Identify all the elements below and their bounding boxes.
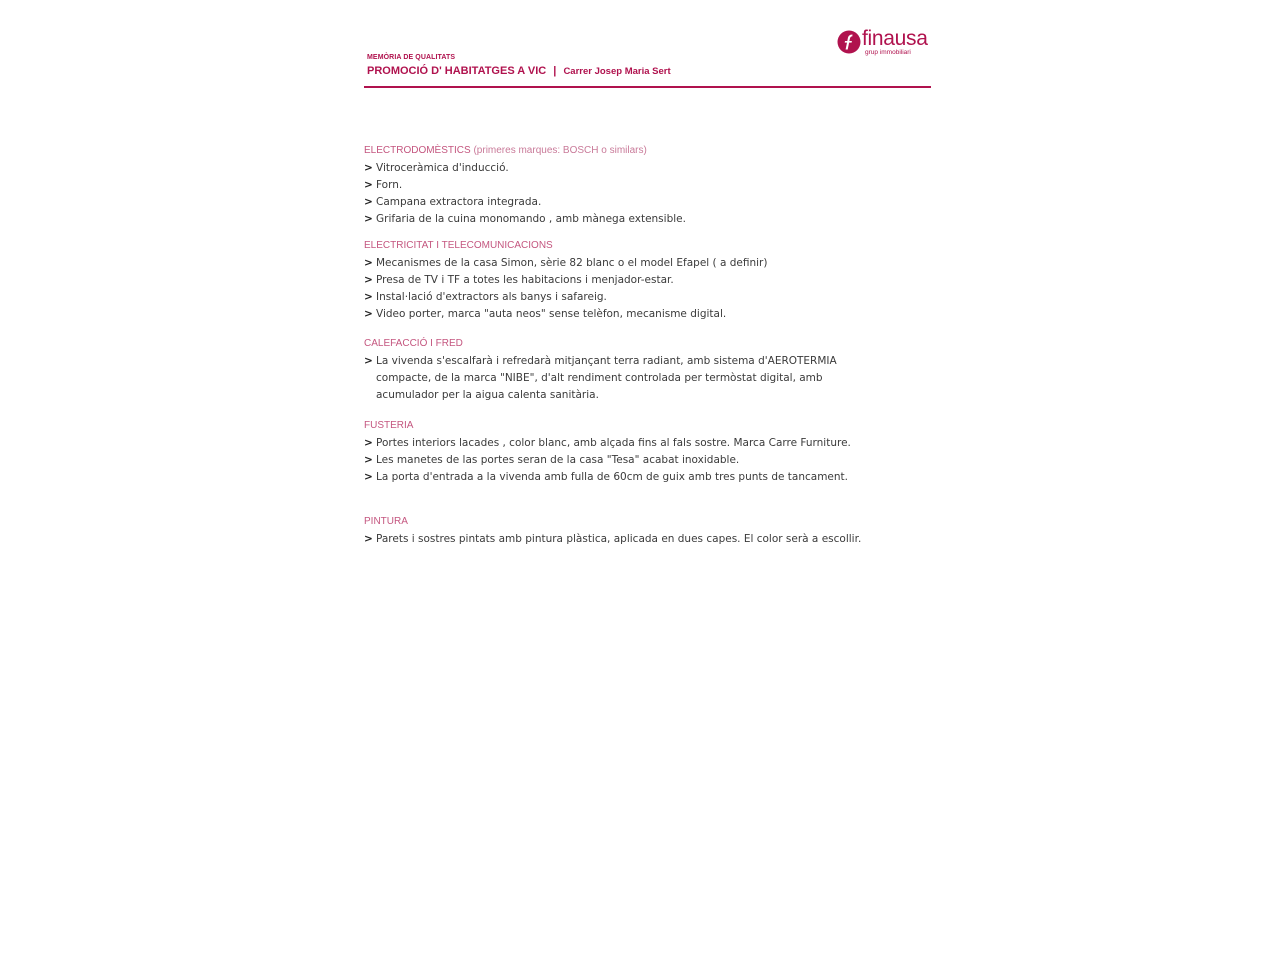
list-item (364, 177, 686, 194)
bullet-arrow-icon: > (364, 308, 373, 320)
list-item (364, 272, 767, 289)
section-heading (364, 239, 767, 253)
street-name: Carrer Josep Maria Sert (563, 66, 671, 77)
list-item (364, 211, 686, 228)
title-separator: | (553, 65, 557, 77)
section-heading (364, 337, 837, 351)
logo-tagline: grup immobiliari (865, 49, 911, 56)
bullet-arrow-icon: > (364, 533, 373, 545)
logo-wordmark: finausa (862, 27, 928, 50)
bullet-arrow-icon: > (364, 162, 373, 174)
bullet-arrow-icon: > (364, 471, 373, 483)
section-heading (364, 515, 861, 529)
bullet-arrow-icon: > (364, 437, 373, 449)
list-item-text: Grifaria de la cuina monomando , amb mànega extensible. (376, 213, 686, 225)
bullet-arrow-icon: > (364, 257, 373, 269)
bullet-arrow-icon: > (364, 196, 373, 208)
list-item-text: Les manetes de las portes seran de la casa "Tesa" acabat inoxidable. (376, 454, 740, 466)
list-item-text: Video porter, marca "auta neos" sense telèfon, mecanisme digital. (376, 308, 727, 320)
section-electrodomestics (364, 144, 686, 228)
section-calefaccio (364, 337, 837, 404)
list-item-text: acumulador per la aigua calenta sanitària. (376, 389, 599, 401)
list-item-text: La porta d'entrada a la vivenda amb fulla de 60cm de guix amb tres punts de tancament. (376, 471, 848, 483)
list-item (364, 160, 686, 177)
list-item-text: compacte, de la marca "NIBE", d'alt rendiment controlada per termòstat digital, amb (376, 372, 823, 384)
list-item (364, 289, 767, 306)
section-heading-text: ELECTRODOMÈSTICS (364, 145, 471, 156)
document-title: PROMOCIÓ D' HABITATGES A VIC (367, 65, 547, 77)
list-item-text: Presa de TV i TF a totes les habitacions i menjador-estar. (376, 274, 674, 286)
list-item-text: Vitroceràmica d'inducció. (376, 162, 509, 174)
bullet-arrow-icon: > (364, 454, 373, 466)
bullet-arrow-icon: > (364, 274, 373, 286)
section-heading-text: FUSTERIA (364, 420, 414, 431)
finausa-logo-mark-icon (837, 30, 861, 54)
section-heading-text: ELECTRICITAT I TELECOMUNICACIONS (364, 240, 553, 251)
bullet-arrow-icon: > (364, 355, 373, 367)
list-item-text: Parets i sostres pintats amb pintura plàstica, aplicada en dues capes. El color serà a escollir. (376, 533, 862, 545)
list-item-text: Campana extractora integrada. (376, 196, 542, 208)
bullet-arrow-icon: > (364, 179, 373, 191)
list-item (364, 353, 837, 404)
section-pintura (364, 515, 861, 548)
list-item (364, 452, 851, 469)
section-heading (364, 144, 686, 158)
section-heading-text: PINTURA (364, 516, 408, 527)
section-heading (364, 419, 851, 433)
list-item-text: Instal·lació d'extractors als banys i safareig. (376, 291, 607, 303)
bullet-arrow-icon: > (364, 291, 373, 303)
section-heading-text: CALEFACCIÓ I FRED (364, 338, 463, 349)
list-item (364, 194, 686, 211)
list-item (364, 435, 851, 452)
document-title-line (367, 65, 671, 77)
list-item-text: La vivenda s'escalfarà i refredarà mitjançant terra radiant, amb sistema d'AEROTERMIA (376, 355, 837, 367)
list-item (364, 531, 861, 548)
list-item-text: Forn. (376, 179, 403, 191)
list-item-text: Portes interiors lacades , color blanc, amb alçada fins al fals sostre. Marca Carre Furniture. (376, 437, 851, 449)
header-divider (364, 86, 931, 88)
list-item (364, 255, 767, 272)
list-item (364, 306, 767, 323)
document-subtitle: MEMÒRIA DE QUALITATS (367, 54, 456, 61)
section-heading-note: (primeres marques: BOSCH o similars) (473, 145, 647, 156)
company-logo (837, 27, 933, 58)
bullet-arrow-icon: > (364, 213, 373, 225)
section-electricitat (364, 239, 767, 323)
section-fusteria (364, 419, 851, 486)
list-item-text: Mecanismes de la casa Simon, sèrie 82 blanc o el model Efapel ( a definir) (376, 257, 768, 269)
list-item (364, 469, 851, 486)
